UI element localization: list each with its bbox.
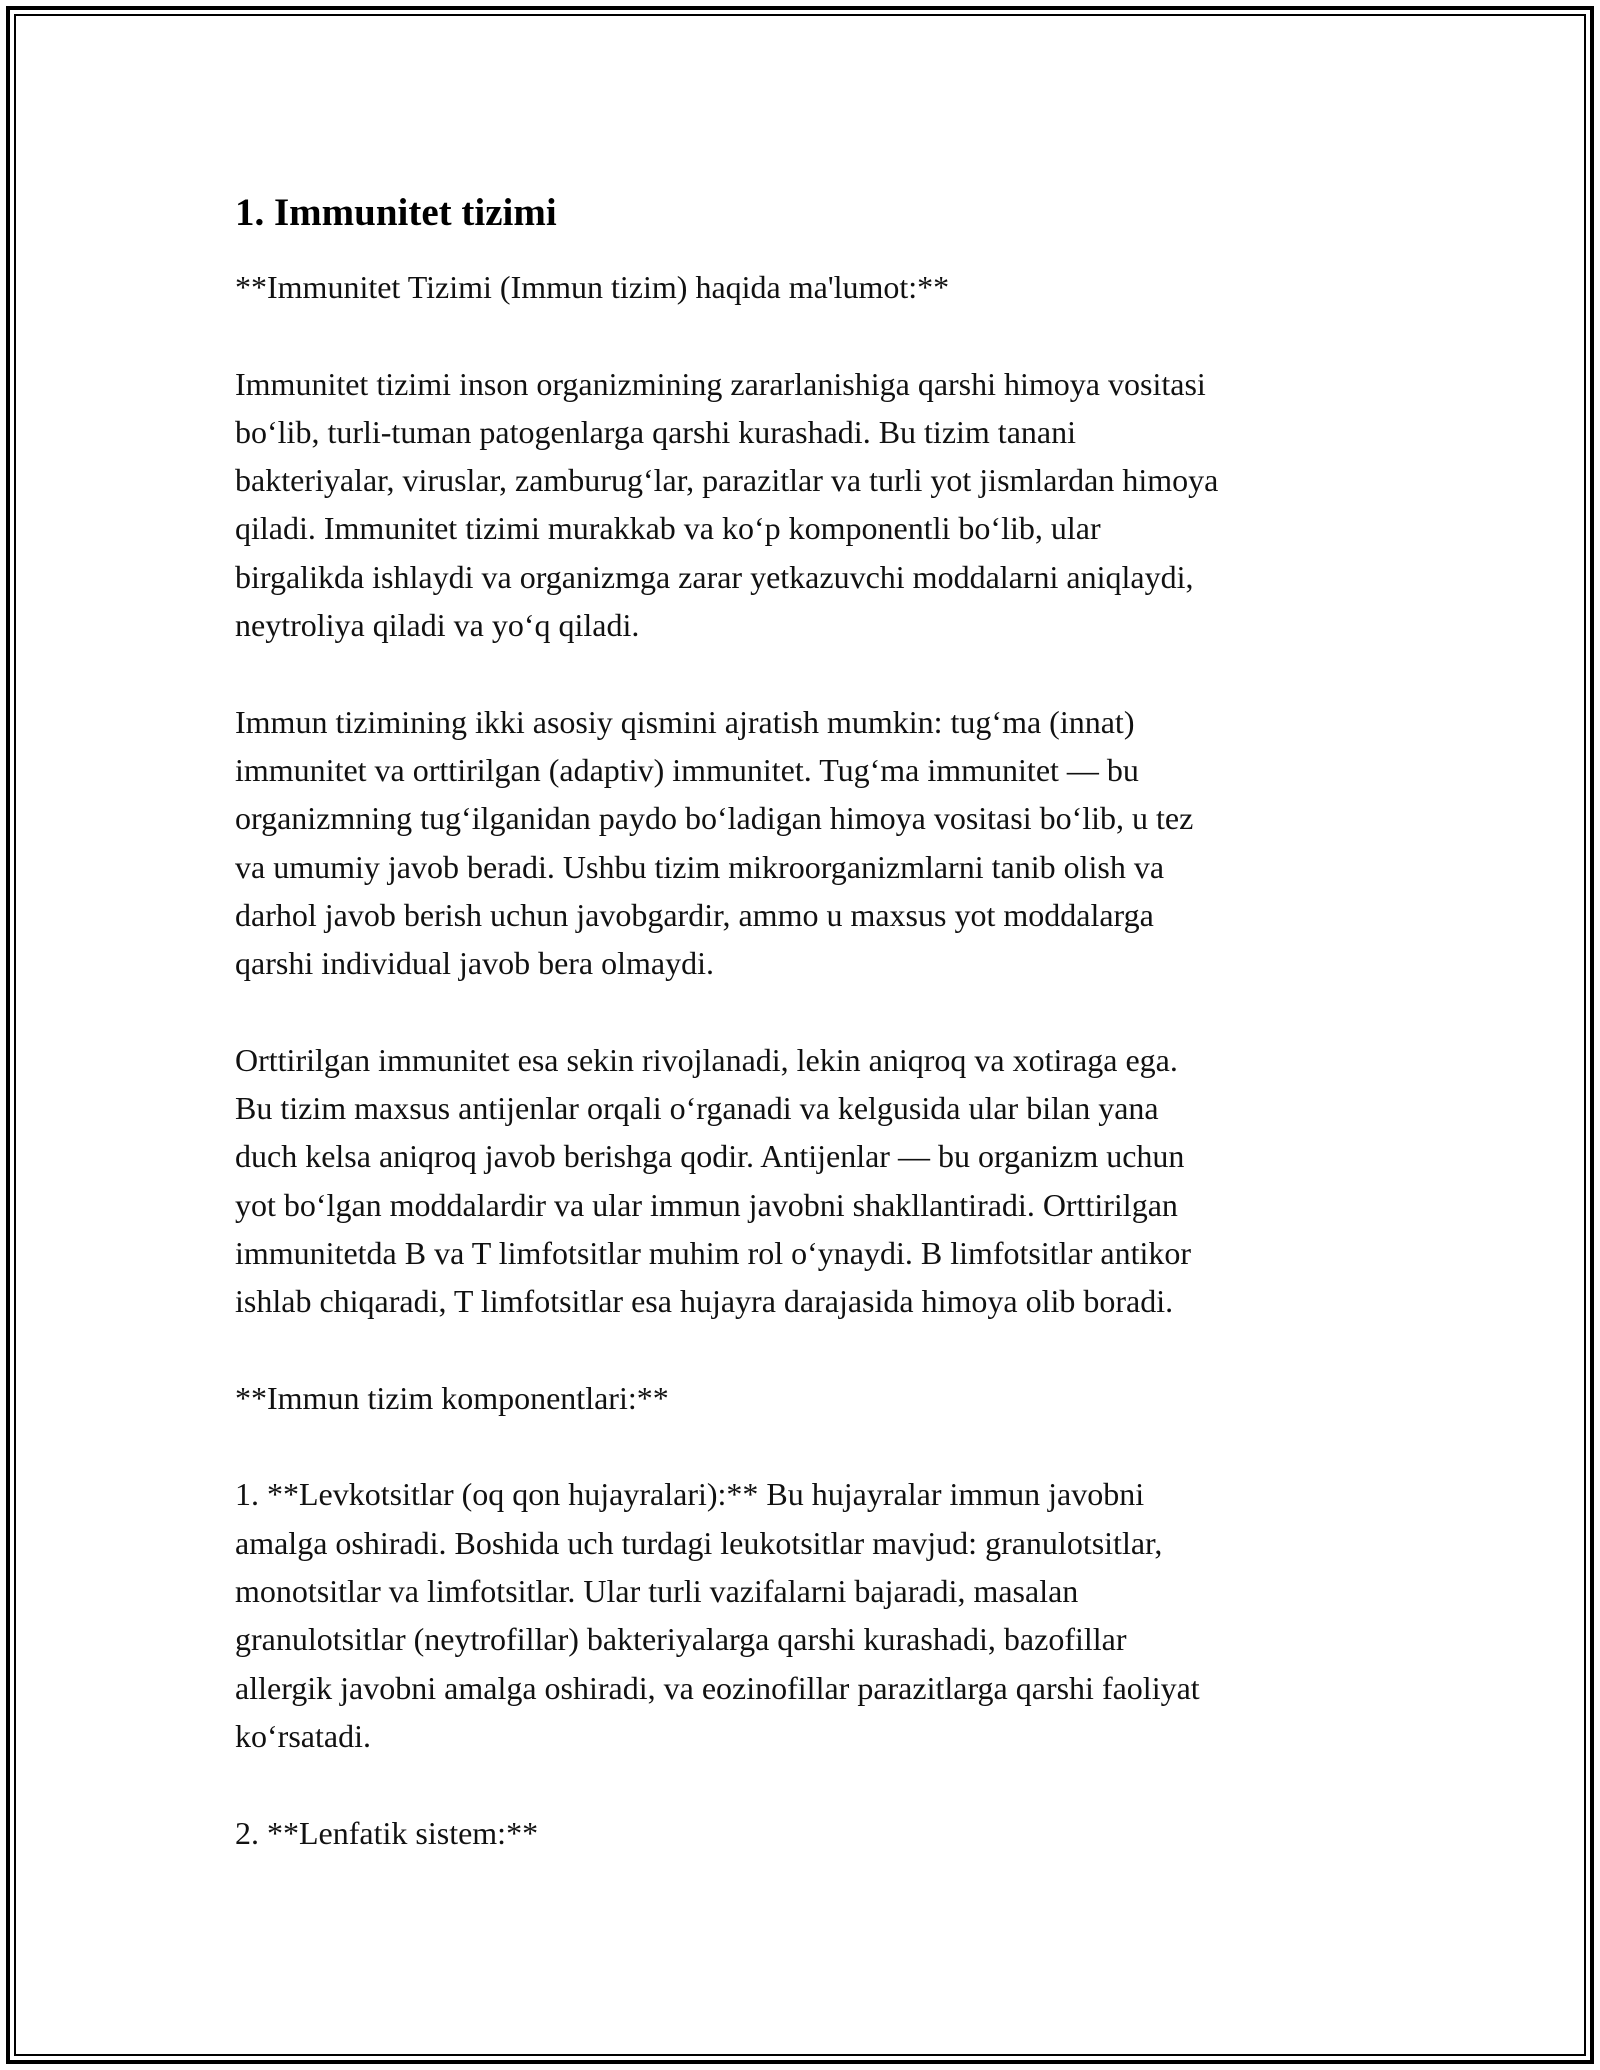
text-line: yot bo‘lgan moddalardir va ular immun javobni shakllantiradi. Orttirilgan (235, 1186, 1178, 1223)
text-line: granulotsitlar (neytrofillar) bakteriyalarga qarshi kurashadi, bazofillar (235, 1621, 1127, 1658)
paragraph (235, 1036, 1385, 1326)
document-body (235, 185, 1385, 1905)
text-line: va umumiy javob beradi. Ushbu tizim mikroorganizmlarni tanib olish va (235, 848, 1165, 885)
text-line: Orttirilgan immunitet esa sekin rivojlanadi, lekin aniqroq va xotiraga ega. (235, 1041, 1178, 1078)
paragraph (235, 698, 1385, 988)
paragraph (235, 263, 1385, 311)
paragraph (235, 1470, 1385, 1760)
text-line: bakteriyalar, viruslar, zamburug‘lar, parazitlar va turli yot jismlardan himoya (235, 462, 1219, 499)
text-line: bo‘lib, turli-tuman patogenlarga qarshi kurashadi. Bu tizim tanani (235, 413, 1076, 450)
text-line: darhol javob berish uchun javobgardir, ammo u maxsus yot moddalarga (235, 896, 1154, 933)
text-line: Immunitet tizimi inson organizmining zararlanishiga qarshi himoya vositasi (235, 365, 1206, 402)
paragraph (235, 1374, 1385, 1422)
text-line: Immun tizimining ikki asosiy qismini ajratish mumkin: tug‘ma (innat) (235, 703, 1135, 740)
text-line: organizmning tug‘ilganidan paydo bo‘ladigan himoya vositasi bo‘lib, u tez (235, 800, 1194, 837)
text-line: ko‘rsatadi. (235, 1717, 371, 1754)
text-line: qiladi. Immunitet tizimi murakkab va ko‘p komponentli bo‘lib, ular (235, 510, 1101, 547)
text-line: allergik javobni amalga oshiradi, va eozinofillar parazitlarga qarshi faoliyat (235, 1669, 1200, 1706)
text-line: Bu tizim maxsus antijenlar orqali o‘rganadi va kelgusida ular bilan yana (235, 1090, 1159, 1127)
text-line: neytroliya qiladi va yo‘q qiladi. (235, 607, 640, 644)
text-line: immunitet va orttirilgan (adaptiv) immunitet. Tug‘ma immunitet — bu (235, 751, 1139, 788)
text-line: **Immunitet Tizimi (Immun tizim) haqida ma'lumot:** (235, 269, 950, 305)
page-title: 1. Immunitet tizimi (235, 191, 557, 234)
paragraph-container (235, 263, 1385, 1857)
text-line: birgalikda ishlaydi va organizmga zarar yetkazuvchi moddalarni aniqlaydi, (235, 558, 1194, 595)
text-line: duch kelsa aniqroq javob berishga qodir. Antijenlar — bu organizm uchun (235, 1138, 1185, 1175)
text-line: monotsitlar va limfotsitlar. Ular turli vazifalarni bajaradi, masalan (235, 1573, 1079, 1610)
text-line: amalga oshiradi. Boshida uch turdagi leukotsitlar mavjud: granulotsitlar, (235, 1524, 1163, 1561)
text-line: immunitetda B va T limfotsitlar muhim rol o‘ynaydi. B limfotsitlar antikor (235, 1234, 1192, 1271)
paragraph (235, 1809, 1385, 1857)
text-line: ishlab chiqaradi, T limfotsitlar esa hujayra darajasida himoya olib boradi. (235, 1283, 1174, 1320)
text-line: **Immun tizim komponentlari:** (235, 1379, 669, 1416)
text-line: 1. **Levkotsitlar (oq qon hujayralari):** Bu hujayralar immun javobni (235, 1476, 1145, 1513)
text-line: qarshi individual javob bera olmaydi. (235, 945, 714, 982)
text-line: 2. **Lenfatik sistem:** (235, 1814, 539, 1851)
paragraph (235, 360, 1385, 650)
